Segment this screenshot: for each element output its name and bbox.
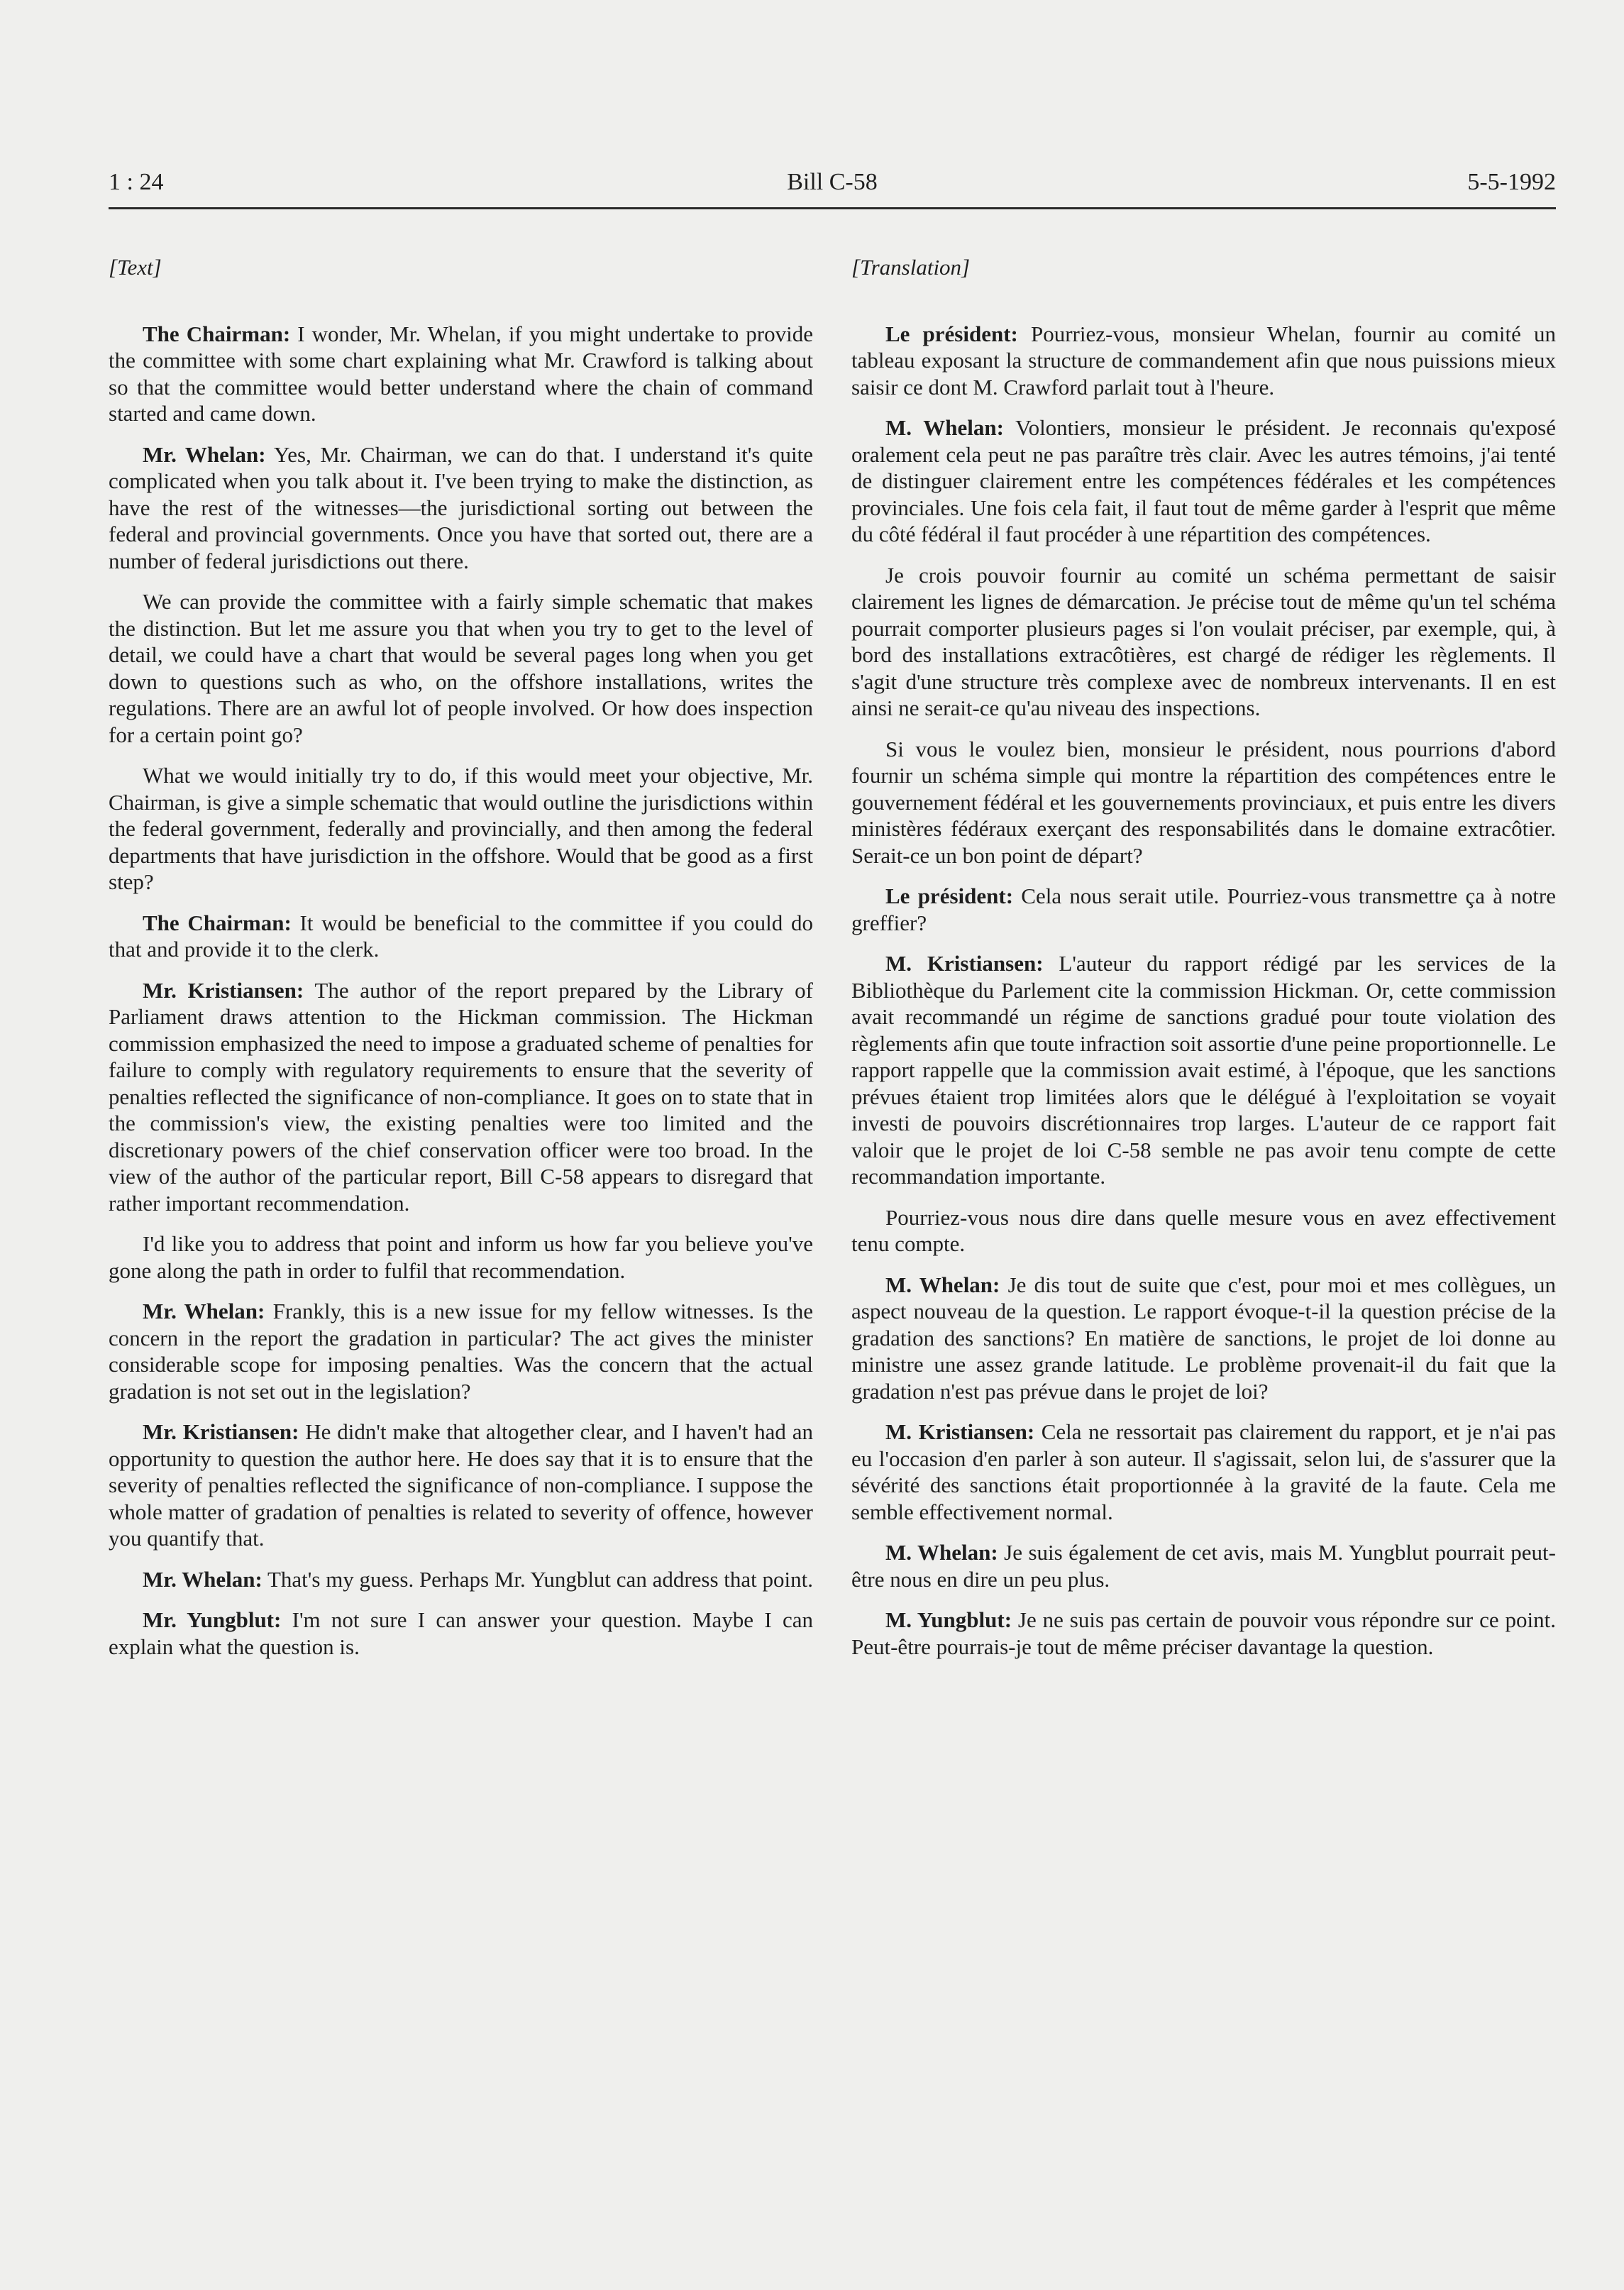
paragraph bbox=[851, 562, 1556, 722]
paragraph bbox=[109, 762, 813, 896]
paragraph-text: The author of the report prepared by the Library of Parliament draws attention to the Hickman commission. The Hickman commission emphasized the need to impose a graduated scheme of penalties for failure to comply with regulatory requirements to ensure that the severity of penalties reflected the significance of non-compliance. It goes on to state that in the commission's view, the existing penalties were too limited and the discretionary powers of the chief conservation officer were too broad. In the view of the author of the particular report, Bill C-58 appears to disregard that rather important recommendation. bbox=[109, 977, 813, 1216]
speaker-name: M. Whelan: bbox=[885, 1540, 998, 1565]
column-label-text: [Text] bbox=[109, 255, 162, 280]
paragraph-text: I wonder, Mr. Whelan, if you might undertake to provide the committee with some chart explaining what Mr. Crawford is talking about so that the committee would better understand where the chain of command started and came down. bbox=[109, 321, 813, 426]
paragraph-text: What we would initially try to do, if this would meet your objective, Mr. Chairman, is give a simple schematic that would outline the jurisdictions within the federal government, federally and provincially, and then among the federal departments that have jurisdiction in the offshore. Would that be good as a first step? bbox=[109, 763, 813, 894]
paragraph-text: Si vous le voulez bien, monsieur le président, nous pourrions d'abord fournir un schéma simple qui montre la répartition des compétences entre le gouvernement fédéral et les gouvernements provinciaux, et puis entre les divers ministères fédéraux exerçant des responsabilités dans le domaine extracôtier. Serait-ce un bon point de départ? bbox=[851, 736, 1556, 868]
column-label-translation: [Translation] bbox=[851, 255, 971, 280]
paragraph bbox=[851, 1539, 1556, 1592]
speaker-name: The Chairman: bbox=[143, 321, 291, 346]
paragraph-text: Je dis tout de suite que c'est, pour moi et mes collègues, un aspect nouveau de la question. Le rapport évoque-t-il la question précise de la gradation des sanctions? En matière de sanctions, le projet de loi donne au ministre une assez grande latitude. Le problème provenait-il du fait que la gradation n'est pas prévue dans le projet de loi? bbox=[851, 1272, 1556, 1404]
paragraph bbox=[109, 1419, 813, 1552]
paragraph-text: Cela nous serait utile. Pourriez-vous transmettre ça à notre greffier? bbox=[851, 883, 1556, 935]
paragraph-text: Frankly, this is a new issue for my fellow witnesses. Is the concern in the report the gradation in particular? The act gives the minister considerable scope for imposing penalties. Was the concern that the actual gradation is not set out in the legislation? bbox=[109, 1299, 813, 1404]
paragraph-text: We can provide the committee with a fairly simple schematic that makes the distinction. But let me assure you that when you try to get to the level of detail, we could have a chart that would be several pages long when you get down to questions such as who, on the offshore installations, writes the regulations. There are an awful lot of people involved. Or how does inspection for a certain point go? bbox=[109, 589, 813, 747]
paragraph bbox=[851, 1204, 1556, 1257]
paragraph bbox=[109, 910, 813, 963]
speaker-name: Mr. Kristiansen: bbox=[143, 977, 304, 1003]
paragraph bbox=[109, 1298, 813, 1404]
paragraph-list bbox=[851, 321, 1556, 1661]
paragraph bbox=[109, 321, 813, 427]
paragraph-text: Pourriez-vous, monsieur Whelan, fournir au comité un tableau exposant la structure de commandement afin que nous puissions mieux saisir ce dont M. Crawford parlait tout à l'heure. bbox=[851, 321, 1556, 400]
paragraph bbox=[851, 1419, 1556, 1525]
paragraph bbox=[851, 883, 1556, 936]
speaker-name: M. Kristiansen: bbox=[885, 951, 1044, 976]
bill-title: Bill C-58 bbox=[787, 169, 878, 195]
header-rule bbox=[109, 207, 1556, 209]
paragraph-text: Cela ne ressortait pas clairement du rapport, et je n'ai pas eu l'occasion d'en parler à son auteur. Il s'agissait, selon lui, de s'assurer que la sévérité des sanctions était proportionnée à la gravité de la faute. Cela me semble effectivement normal. bbox=[851, 1419, 1556, 1524]
paragraph bbox=[109, 441, 813, 575]
header-date: 5-5-1992 bbox=[1467, 169, 1556, 195]
speaker-name: Mr. Yungblut: bbox=[143, 1607, 282, 1632]
paragraph bbox=[851, 414, 1556, 548]
paragraph-text: Je suis également de cet avis, mais M. Yungblut pourrait peut-être nous en dire un peu plus. bbox=[851, 1540, 1556, 1592]
speaker-name: M. Kristiansen: bbox=[885, 1419, 1035, 1444]
speaker-name: The Chairman: bbox=[143, 910, 292, 935]
speaker-name: M. Yungblut: bbox=[885, 1607, 1012, 1632]
english-column bbox=[109, 254, 813, 1674]
paragraph-text: Volontiers, monsieur le président. Je reconnais qu'exposé oralement cela peut ne pas paraître très clair. Avec les autres témoins, j'ai tenté de distinguer clairement entre les compétences fédérales et les compétences provinciales. Une fois cela fait, il faut tout de même garder à l'esprit que même du côté fédéral il faut procéder à une répartition des compétences. bbox=[851, 415, 1556, 546]
paragraph-list bbox=[109, 321, 813, 1661]
paragraph bbox=[851, 950, 1556, 1190]
paragraph-text: Je crois pouvoir fournir au comité un schéma permettant de saisir clairement les lignes de démarcation. Je précise tout de même qu'un tel schéma pourrait comporter plusieurs pages si l'on voulait préciser, par exemple, qui, à bord des installations extracôtières, est chargé de rédiger les règlements. Il s'agit d'une structure très complexe avec de nombreux intervenants. Il en est ainsi ne serait-ce qu'au niveau des inspections. bbox=[851, 562, 1556, 720]
paragraph bbox=[109, 588, 813, 748]
paragraph bbox=[851, 1607, 1556, 1660]
speaker-name: Mr. Whelan: bbox=[143, 1299, 265, 1323]
paragraph-text: He didn't make that altogether clear, and I haven't had an opportunity to question the author here. He does say that it is to ensure that the severity of penalties reflected the significance of non-compliance. I suppose the whole matter of gradation of penalties is related to severity of offence, however you quantify that. bbox=[109, 1419, 813, 1551]
paragraph-text: Yes, Mr. Chairman, we can do that. I understand it's quite complicated when you talk about it. I've been trying to make the distinction, as have the rest of the witnesses—the jurisdictional sorting out between the federal and provincial governments. Once you have that sorted out, there are a number of federal jurisdictions out there. bbox=[109, 441, 813, 573]
page-number: 1 : 24 bbox=[109, 169, 164, 195]
paragraph-text: Pourriez-vous nous dire dans quelle mesure vous en avez effectivement tenu compte. bbox=[851, 1204, 1556, 1256]
paragraph bbox=[109, 977, 813, 1217]
speaker-name: Le président: bbox=[885, 883, 1014, 908]
paragraph bbox=[851, 321, 1556, 401]
paragraph bbox=[109, 1231, 813, 1284]
speaker-name: M. Whelan: bbox=[885, 415, 1004, 440]
page-header bbox=[109, 169, 1556, 204]
speaker-name: Mr. Whelan: bbox=[143, 441, 266, 467]
paragraph-text: That's my guess. Perhaps Mr. Yungblut can address that point. bbox=[262, 1566, 813, 1592]
paragraph bbox=[109, 1607, 813, 1660]
speaker-name: Mr. Kristiansen: bbox=[143, 1419, 299, 1444]
paragraph bbox=[851, 1272, 1556, 1405]
paragraph bbox=[109, 1566, 813, 1593]
paragraph-text: It would be beneficial to the committee if you could do that and provide it to the clerk. bbox=[109, 910, 813, 962]
french-column bbox=[851, 254, 1556, 1674]
speaker-name: M. Whelan: bbox=[885, 1272, 1000, 1297]
paragraph-text: L'auteur du rapport rédigé par les services de la Bibliothèque du Parlement cite la commission Hickman. Or, cette commission avait recommandé un régime de sanctions gradué pour toute violation des règlements afin que toute infraction soit assortie d'une peine proportionnelle. Le rapport rappelle que la commission avait estimé, à l'époque, que les sanctions prévues étaient trop limitées alors que le délégué à l'exploitation se voyait investi de pouvoirs discrétionnaires trop larges. L'auteur de ce rapport fait valoir que le projet de loi C-58 semble ne pas avoir tenu compte de cette recommandation importante. bbox=[851, 951, 1556, 1189]
paragraph-text: I'm not sure I can answer your question. Maybe I can explain what the question is. bbox=[109, 1607, 813, 1659]
paragraph bbox=[851, 736, 1556, 869]
speaker-name: Le président: bbox=[885, 321, 1018, 346]
paragraph-text: Je ne suis pas certain de pouvoir vous répondre sur ce point. Peut-être pourrais-je tout de même préciser davantage la question. bbox=[851, 1607, 1556, 1659]
paragraph-text: I'd like you to address that point and inform us how far you believe you've gone along the path in order to fulfil that recommendation. bbox=[109, 1231, 813, 1283]
speaker-name: Mr. Whelan: bbox=[143, 1566, 263, 1592]
